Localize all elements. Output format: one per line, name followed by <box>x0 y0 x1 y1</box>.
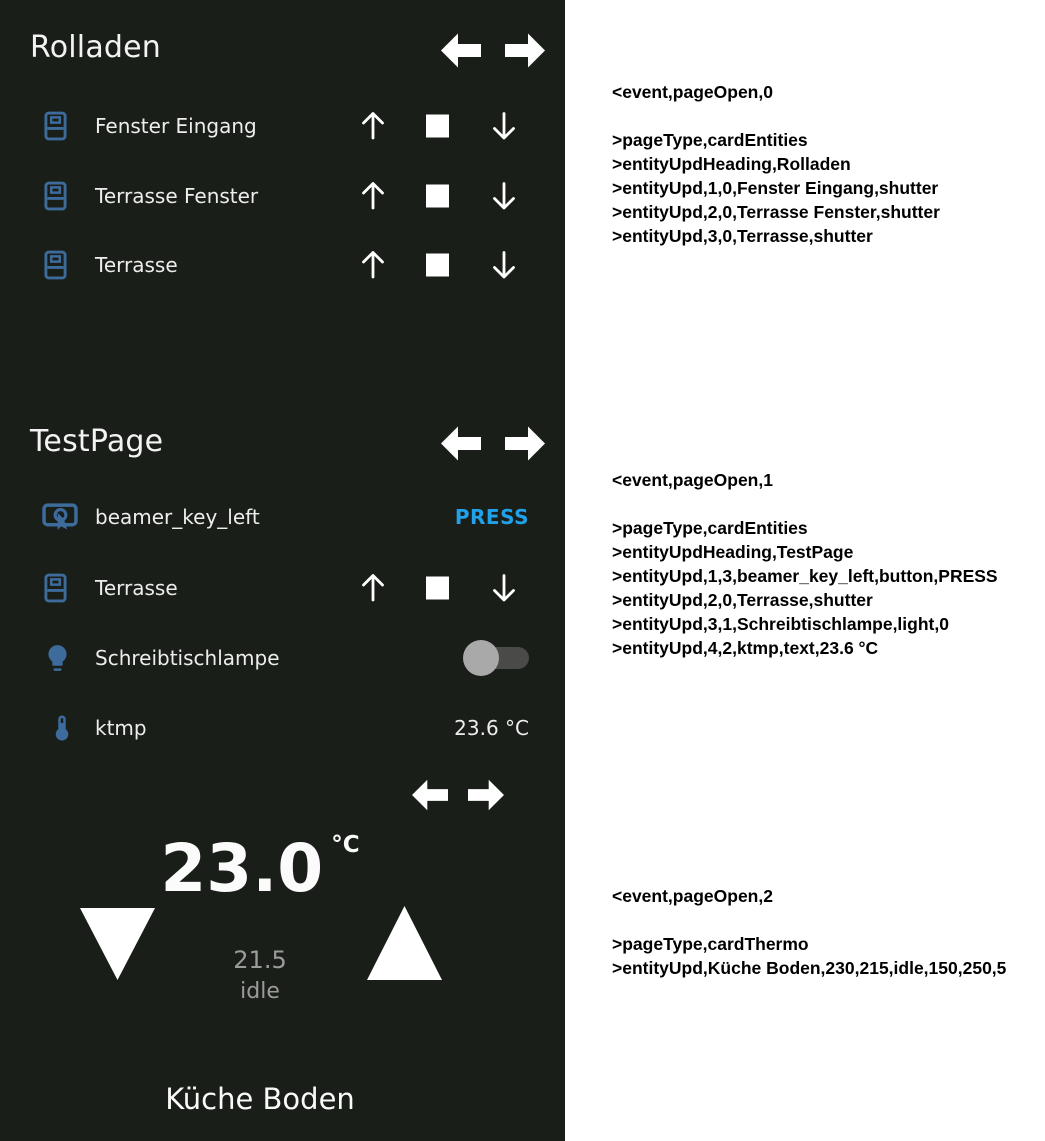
page-heading: TestPage <box>30 424 164 459</box>
log-line: >pageType,cardEntities <box>612 518 808 538</box>
log-line: >entityUpd,4,2,ktmp,text,23.6 °C <box>612 638 879 658</box>
entity-row <box>0 240 565 290</box>
log-event-line: <event,pageOpen,1 <box>612 470 773 490</box>
current-temperature <box>0 830 520 907</box>
log-line: >pageType,cardEntities <box>612 130 808 150</box>
log-line: >entityUpd,Küche Boden,230,215,idle,150,250,5 <box>612 958 1007 978</box>
log-event-line: <event,pageOpen,2 <box>612 886 773 906</box>
gesture-tap-button-icon <box>42 502 78 532</box>
log-block-page2 <box>612 884 1037 980</box>
entity-row <box>0 703 565 753</box>
entity-name: Terrasse <box>95 253 178 277</box>
nav-arrow-right-icon[interactable] <box>505 32 545 69</box>
entity-row <box>0 563 565 613</box>
log-line: >entityUpd,2,0,Terrasse Fenster,shutter <box>612 202 940 222</box>
nav-arrow-right-icon[interactable] <box>468 778 504 812</box>
entity-name: Terrasse <box>95 576 178 600</box>
log-line: >entityUpdHeading,TestPage <box>612 542 854 562</box>
log-line: >entityUpd,1,0,Fenster Eingang,shutter <box>612 178 939 198</box>
shutter-up-button[interactable] <box>356 569 390 607</box>
log-response-group <box>612 128 1037 248</box>
lightbulb-icon <box>42 643 73 674</box>
nav-arrow-right-icon[interactable] <box>505 425 545 462</box>
shutter-stop-button[interactable] <box>426 185 449 208</box>
page-nav <box>412 778 504 812</box>
page-nav <box>441 425 545 462</box>
log-line: >entityUpd,2,0,Terrasse,shutter <box>612 590 873 610</box>
window-shutter-icon <box>44 573 67 604</box>
press-button[interactable]: PRESS <box>454 505 529 529</box>
log-line: >pageType,cardThermo <box>612 934 809 954</box>
window-shutter-icon <box>44 111 67 142</box>
entity-name: Terrasse Fenster <box>95 184 259 208</box>
log-response-group <box>612 932 1037 980</box>
nav-arrow-left-icon[interactable] <box>441 425 481 462</box>
target-temperature: 21.5 <box>233 946 287 974</box>
thermostat-title: Küche Boden <box>165 1082 355 1116</box>
shutter-stop-button[interactable] <box>426 254 449 277</box>
entity-row <box>0 492 565 542</box>
shutter-stop-button[interactable] <box>426 577 449 600</box>
shutter-stop-button[interactable] <box>426 115 449 138</box>
log-block-page1 <box>612 468 1037 660</box>
log-line: >entityUpd,3,1,Schreibtischlampe,light,0 <box>612 614 949 634</box>
window-shutter-icon <box>44 181 67 212</box>
hvac-state: idle <box>240 979 280 1004</box>
shutter-up-button[interactable] <box>356 107 390 145</box>
nav-arrow-left-icon[interactable] <box>441 32 481 69</box>
light-toggle-switch[interactable] <box>467 647 529 669</box>
log-line: >entityUpdHeading,Rolladen <box>612 154 851 174</box>
log-response-group <box>612 516 1037 660</box>
log-line: >entityUpd,3,0,Terrasse,shutter <box>612 226 873 246</box>
toggle-knob <box>463 640 499 676</box>
log-event-line: <event,pageOpen,0 <box>612 82 773 102</box>
shutter-up-button[interactable] <box>356 177 390 215</box>
log-line: >entityUpd,1,3,beamer_key_left,button,PRESS <box>612 566 998 586</box>
shutter-down-button[interactable] <box>487 569 521 607</box>
entity-name: ktmp <box>95 716 147 740</box>
entity-row <box>0 171 565 221</box>
shutter-down-button[interactable] <box>487 177 521 215</box>
log-block-page0 <box>612 80 1037 248</box>
shutter-up-button[interactable] <box>356 246 390 284</box>
entity-name: Schreibtischlampe <box>95 646 280 670</box>
shutter-down-button[interactable] <box>487 246 521 284</box>
page-heading: Rolladen <box>30 30 162 65</box>
entity-row <box>0 101 565 151</box>
entity-name: Fenster Eingang <box>95 114 257 138</box>
page-nav <box>441 32 545 69</box>
thermometer-icon <box>47 713 77 743</box>
current-temperature-value: 23.0 <box>160 830 324 907</box>
entity-row <box>0 633 565 683</box>
text-entity-value: 23.6 °C <box>454 716 529 740</box>
shutter-down-button[interactable] <box>487 107 521 145</box>
entity-name: beamer_key_left <box>95 505 260 529</box>
window-shutter-icon <box>44 250 67 281</box>
temperature-unit: °C <box>331 832 360 858</box>
nav-arrow-left-icon[interactable] <box>412 778 448 812</box>
